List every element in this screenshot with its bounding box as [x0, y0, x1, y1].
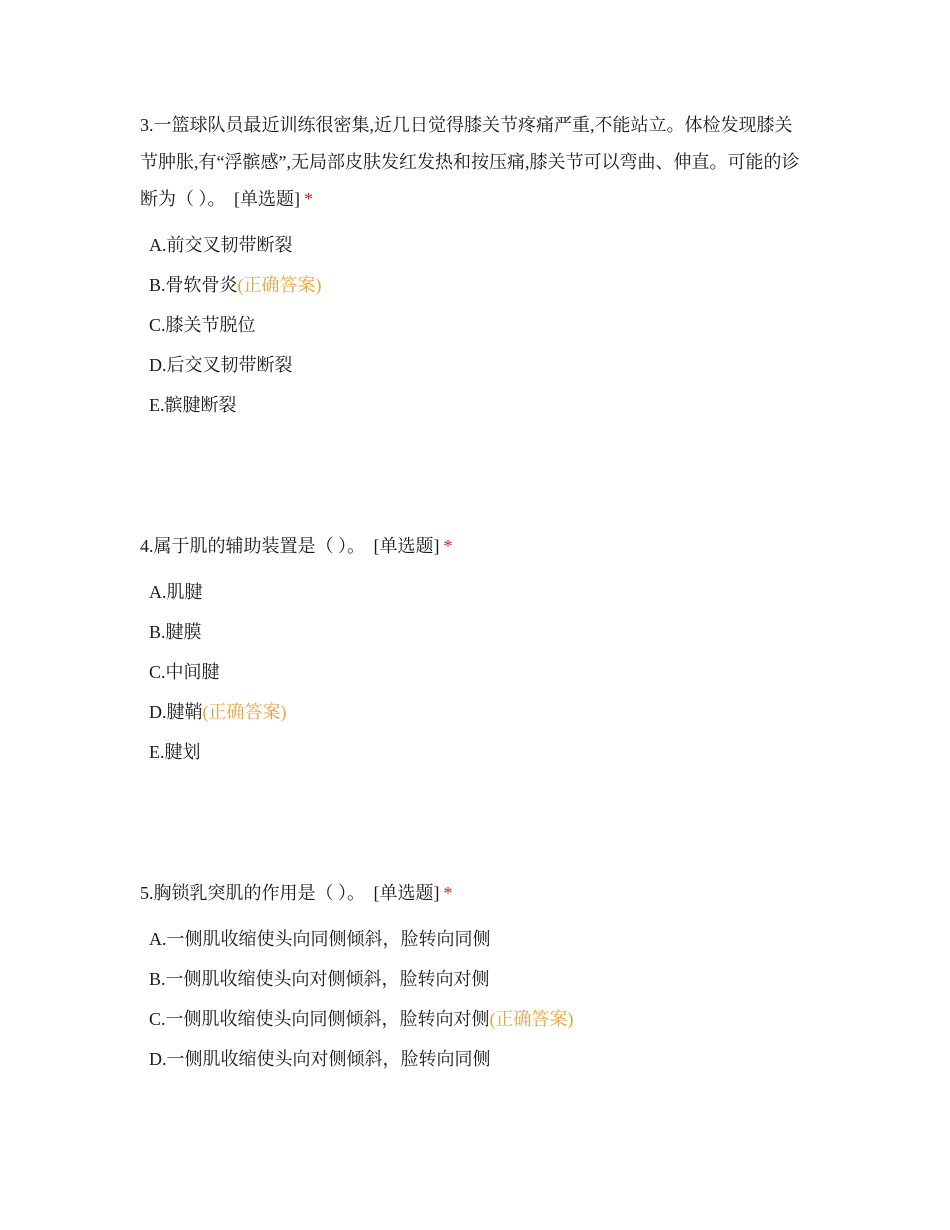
option-text: C.中间腱 — [149, 662, 220, 682]
option-a[interactable] — [149, 572, 810, 612]
option-c[interactable] — [149, 305, 810, 345]
question-type-label: [单选题] — [234, 189, 300, 209]
option-d[interactable] — [149, 692, 810, 732]
question-title — [140, 528, 810, 565]
question-3 — [140, 107, 810, 425]
correct-answer-label: (正确答案) — [202, 702, 287, 722]
option-text: A.前交叉韧带断裂 — [149, 235, 293, 255]
question-text: 3.一篮球队员最近训练很密集,近几日觉得膝关节疼痛严重,不能站立。体检发现膝关节肿胀,有“浮髌感”,无局部皮肤发红发热和按压痛,膝关节可以弯曲、伸直。可能的诊断为（ ）。 — [140, 115, 800, 209]
options-list — [140, 919, 810, 1079]
required-mark: * — [443, 536, 453, 556]
question-4 — [140, 528, 810, 772]
option-c[interactable] — [149, 652, 810, 692]
question-text: 5.胸锁乳突肌的作用是（ ）。 — [140, 883, 365, 903]
option-text: B.一侧肌收缩使头向对侧倾斜，脸转向对侧 — [149, 969, 490, 989]
option-b[interactable] — [149, 959, 810, 999]
option-text: A.一侧肌收缩使头向同侧倾斜，脸转向同侧 — [149, 929, 491, 949]
option-text: B.骨软骨炎 — [149, 275, 238, 295]
question-5 — [140, 875, 810, 1079]
option-b[interactable] — [149, 265, 810, 305]
options-list — [140, 225, 810, 425]
option-e[interactable] — [149, 385, 810, 425]
question-title — [140, 107, 810, 218]
option-text: C.膝关节脱位 — [149, 315, 256, 335]
option-d[interactable] — [149, 345, 810, 385]
options-list — [140, 572, 810, 772]
option-text: D.后交叉韧带断裂 — [149, 355, 293, 375]
correct-answer-label: (正确答案) — [237, 275, 322, 295]
option-text: A.肌腱 — [149, 582, 203, 602]
option-a[interactable] — [149, 225, 810, 265]
option-text: D.腱鞘 — [149, 702, 203, 722]
option-d[interactable] — [149, 1039, 810, 1079]
option-text: C.一侧肌收缩使头向同侧倾斜，脸转向对侧 — [149, 1009, 490, 1029]
option-text: B.腱膜 — [149, 622, 202, 642]
option-e[interactable] — [149, 732, 810, 772]
option-b[interactable] — [149, 612, 810, 652]
option-text: E.腱划 — [149, 742, 201, 762]
option-text: E.髌腱断裂 — [149, 395, 237, 415]
question-type-label: [单选题] — [373, 536, 440, 556]
question-text: 4.属于肌的辅助装置是（ ）。 — [140, 536, 365, 556]
option-text: D.一侧肌收缩使头向对侧倾斜，脸转向同侧 — [149, 1049, 491, 1069]
correct-answer-label: (正确答案) — [489, 1009, 574, 1029]
required-mark: * — [304, 189, 313, 209]
option-c[interactable] — [149, 999, 810, 1039]
option-a[interactable] — [149, 919, 810, 959]
question-title — [140, 875, 810, 912]
required-mark: * — [443, 883, 453, 903]
question-type-label: [单选题] — [373, 883, 440, 903]
